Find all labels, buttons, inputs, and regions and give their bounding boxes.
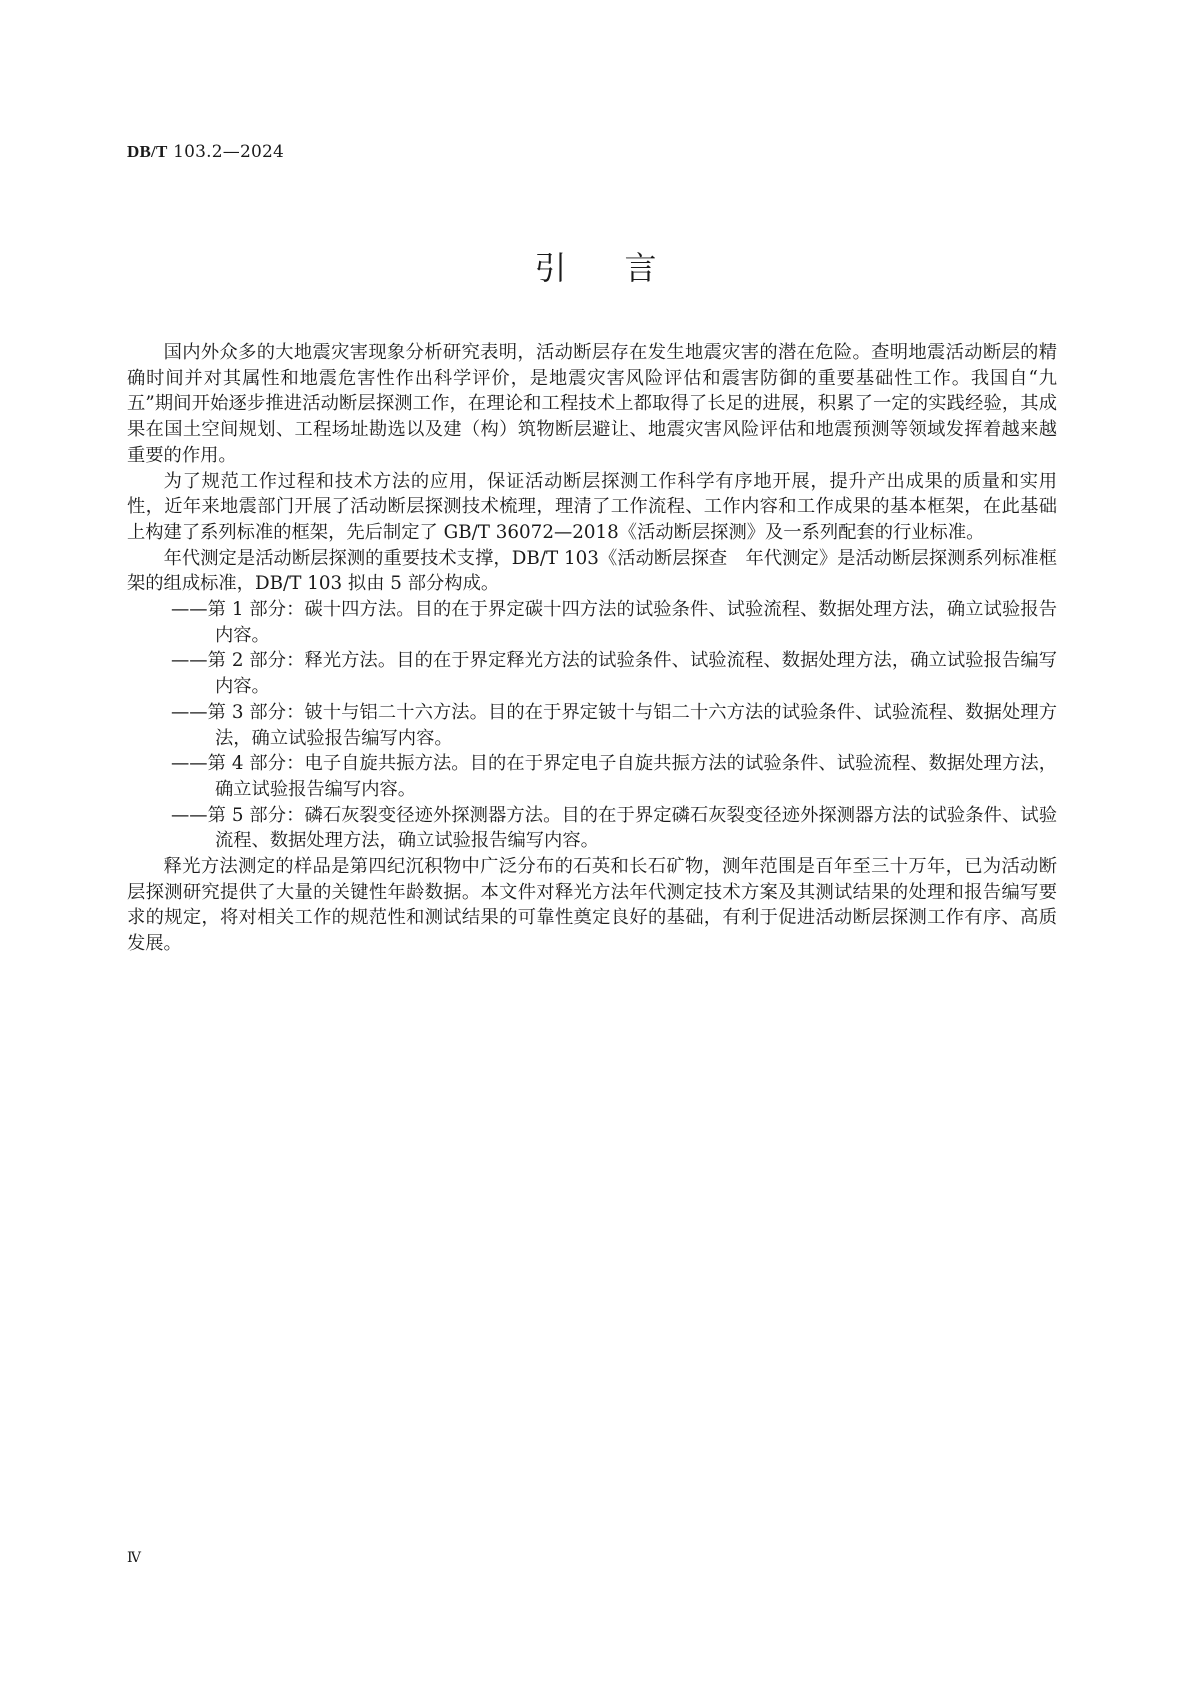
body-text [127,340,1057,957]
standard-prefix: DB/T [127,142,168,161]
closing-paragraph: 释光方法测定的样品是第四纪沉积物中广泛分布的石英和长石矿物，测年范围是百年至三十万年，已为活动断层探测研究提供了大量的关键性年龄数据。本文件对释光方法年代测定技术方案及其测试结果的处理和报告编写要求的规定，将对相关工作的规范性和测试结果的可靠性奠定良好的基础，有利于促进活动断层探测工作有序、高质发展。 [127,856,1057,955]
paragraph: 国内外众多的大地震灾害现象分析研究表明，活动断层存在发生地震灾害的潜在危险。查明地震活动断层的精确时间并对其属性和地震危害性作出科学评价，是地震灾害风险评估和震害防御的重要基础性工作。我国自“九五”期间开始逐步推进活动断层探测工作，在理论和工程技术上都取得了长足的进展，积累了一定的实践经验，其成果在国土空间规划、工程场址勘选以及建（构）筑物断层避让、地震灾害风险评估和地震预测等领域发挥着越来越重要的作用。 [127,342,1057,466]
paragraph: 年代测定是活动断层探测的重要技术支撑，DB/T 103《活动断层探查 年代测定》是活动断层探测系列标准框架的组成标准，DB/T 103 拟由 5 部分构成。 [127,547,1057,595]
list-item: ——第 3 部分：铍十与铝二十六方法。目的在于界定铍十与铝二十六方法的试验条件、试验流程、数据处理方法，确立试验报告编写内容。 [171,701,1057,749]
list-item: ——第 5 部分：磷石灰裂变径迹外探测器方法。目的在于界定磷石灰裂变径迹外探测器方法的试验条件、试验流程、数据处理方法，确立试验报告编写内容。 [171,804,1057,852]
page-number: Ⅳ [127,1551,141,1566]
list-item: ——第 4 部分：电子自旋共振方法。目的在于界定电子自旋共振方法的试验条件、试验流程、数据处理方法，确立试验报告编写内容。 [171,753,1057,800]
list-item: ——第 1 部分：碳十四方法。目的在于界定碳十四方法的试验条件、试验流程、数据处理方法，确立试验报告内容。 [171,599,1057,646]
document-code [127,142,284,162]
paragraph: 为了规范工作过程和技术方法的应用，保证活动断层探测工作科学有序地开展，提升产出成果的质量和实用性，近年来地震部门开展了活动断层探测技术梳理，理清了工作流程、工作内容和工作成果的基本框架，在此基础上构建了系列标准的框架，先后制定了 GB/T 36072—2018《活动断层探测》及一系列配套的行业标准。 [127,470,1057,543]
page-title: 引言 [534,249,715,287]
standard-number: 103.2—2024 [167,142,285,162]
list-item: ——第 2 部分：释光方法。目的在于界定释光方法的试验条件、试验流程、数据处理方法，确立试验报告编写内容。 [171,650,1057,698]
